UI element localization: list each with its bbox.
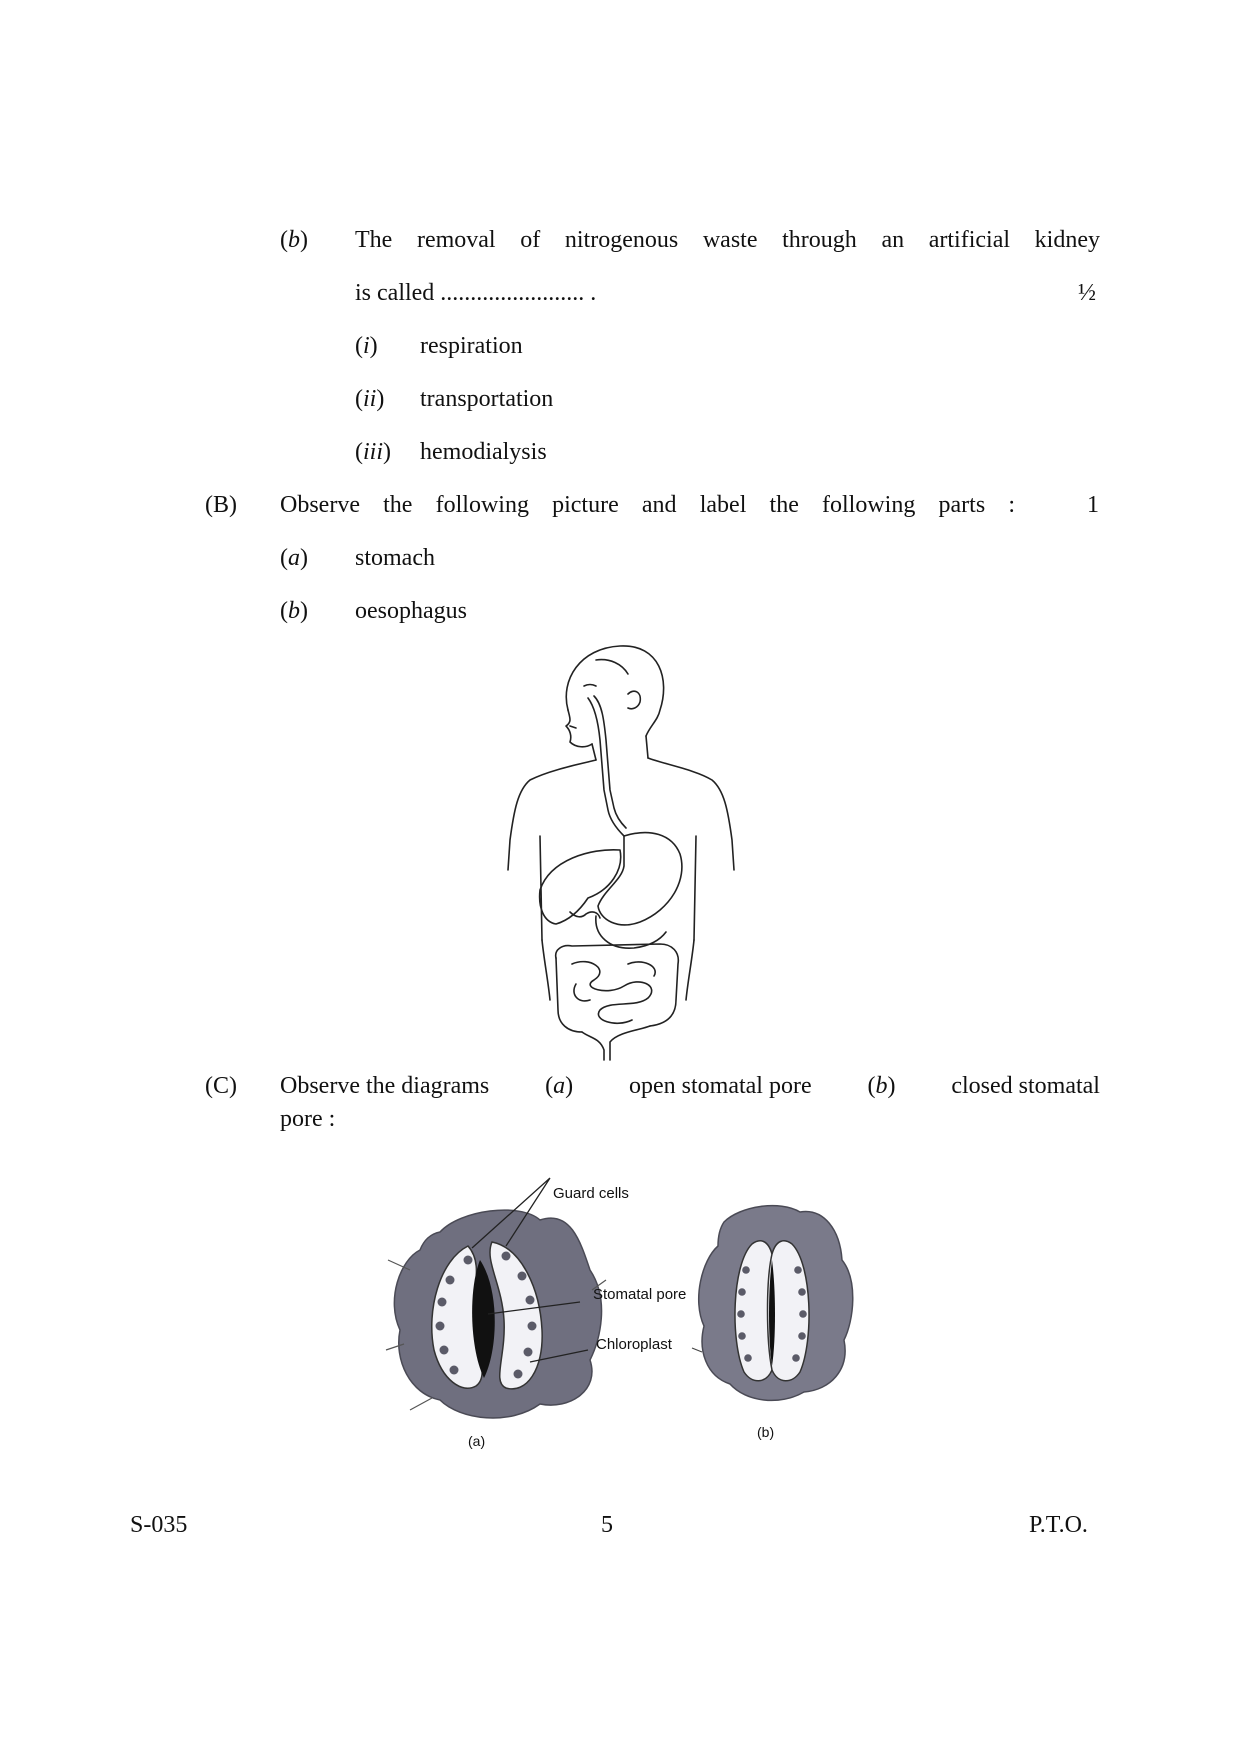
option-iii-marker: (iii) — [355, 439, 392, 465]
question-C-label: (C) — [205, 1073, 237, 1099]
subq-b-marks: ½ — [1078, 280, 1096, 306]
subq-b-marker: (b) — [280, 227, 308, 253]
caption-b: (b) — [757, 1424, 775, 1440]
caption-a: (a) — [468, 1433, 486, 1449]
question-C-w2: open stomatal pore — [628, 1073, 812, 1099]
part-a-text: stomach — [355, 545, 435, 571]
label-guard-cells: Guard cells — [553, 1185, 629, 1202]
option-ii-marker: (ii) — [355, 386, 385, 412]
stomata-diagram — [380, 1180, 900, 1440]
label-chloroplast: Chloroplast — [596, 1336, 672, 1353]
question-B-marks: 1 — [1087, 492, 1099, 518]
footer-pto: P.T.O. — [1029, 1512, 1088, 1538]
digestive-system-diagram — [500, 640, 740, 1060]
option-i-text: respiration — [420, 333, 523, 359]
label-stomatal-pore: Stomatal pore — [593, 1286, 687, 1303]
part-b-text: oesophagus — [355, 598, 467, 624]
question-C-m2: (b) — [867, 1073, 896, 1099]
question-C-line1 — [280, 1071, 1100, 1101]
question-C-w1: Observe the diagrams — [280, 1073, 490, 1099]
part-a-marker: (a) — [280, 545, 308, 571]
question-B-label: (B) — [205, 492, 237, 518]
question-C-m1: (a) — [545, 1073, 574, 1099]
footer-code: S-035 — [130, 1512, 188, 1538]
question-C-w3: closed stomatal — [951, 1073, 1100, 1099]
option-ii-text: transportation — [420, 386, 554, 412]
question-B-text: Observe the following picture and label the following parts : — [280, 492, 1015, 518]
subq-b-line1: The removal of nitrogenous waste through an artificial kidney — [355, 227, 1100, 253]
open-stomata-figure — [386, 1210, 606, 1418]
question-C-line2: pore : — [280, 1106, 336, 1132]
part-b-marker: (b) — [280, 598, 308, 624]
subq-b-line2: is called ........................ . — [355, 280, 597, 306]
footer-page-number: 5 — [601, 1512, 613, 1538]
option-iii-text: hemodialysis — [420, 439, 547, 465]
option-i-marker: (i) — [355, 333, 378, 359]
closed-stomata-figure — [699, 1206, 853, 1401]
